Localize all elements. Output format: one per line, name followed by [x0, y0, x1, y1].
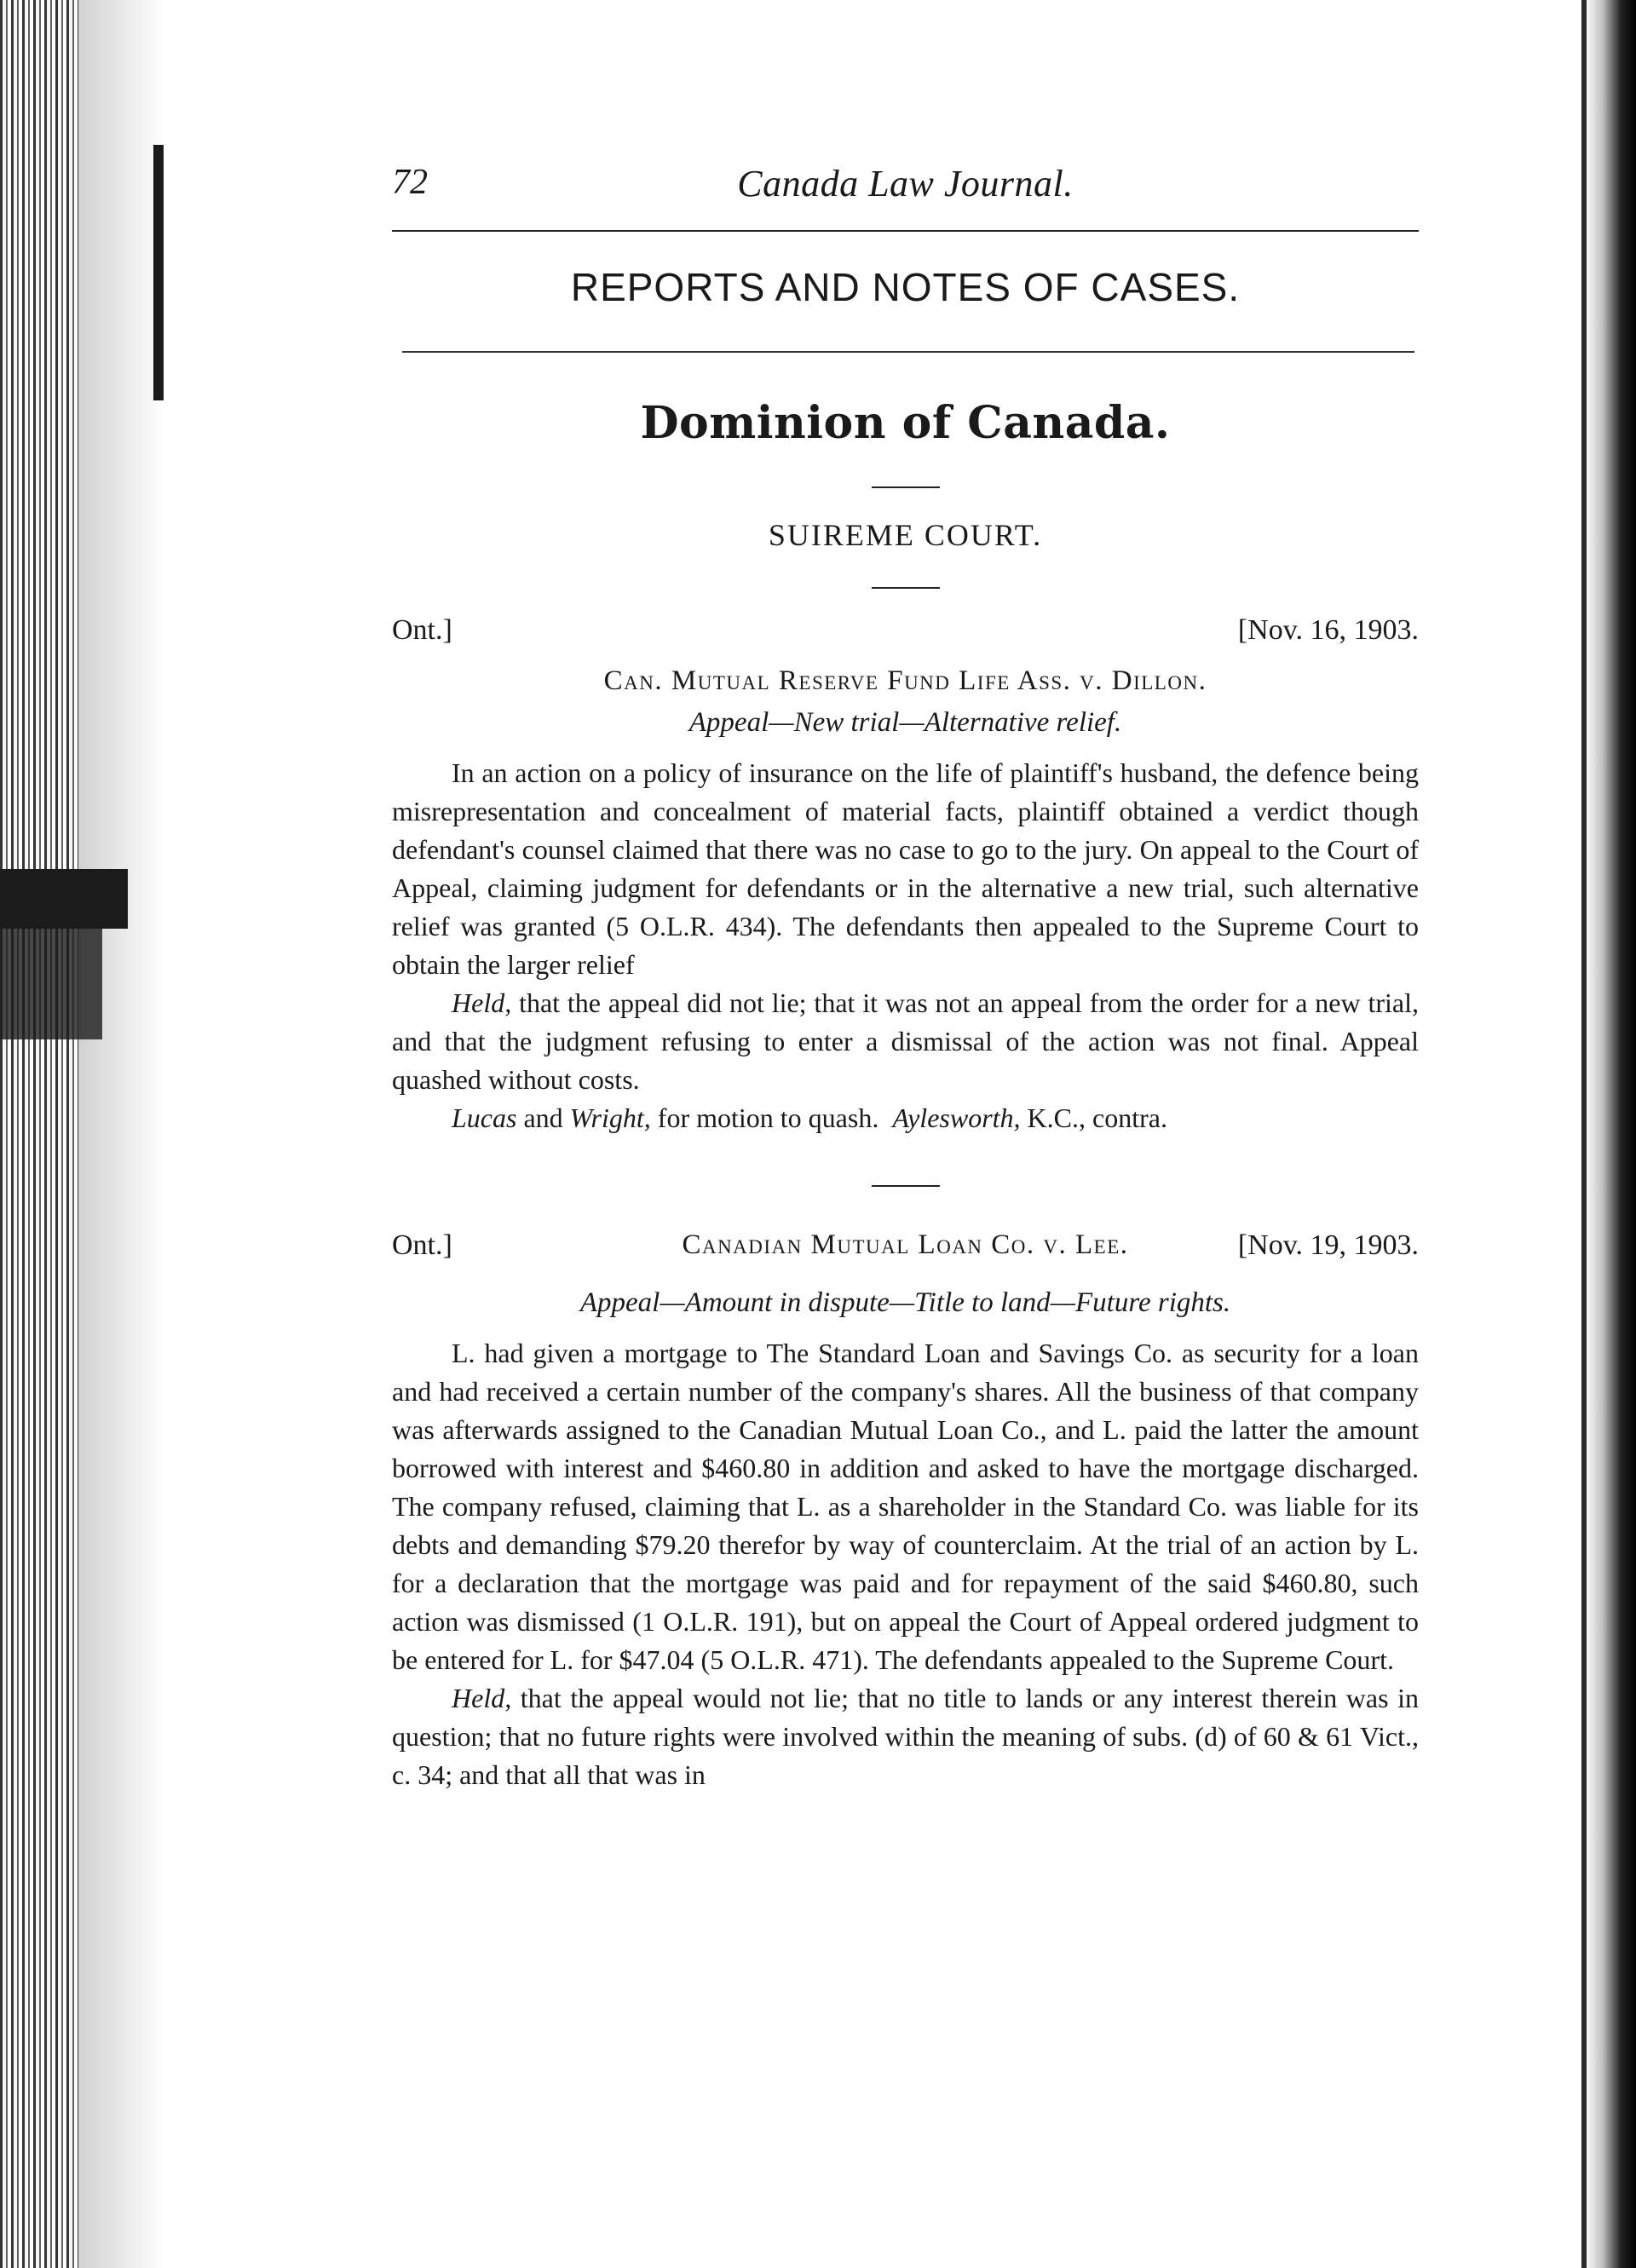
case-facts: L. had given a mortgage to The Standard Loan and Savings Co. as security for a loan and had received a certain number of the company's shares. All the business of that company was afterwards assigned to the Canadian Mutual Loan Co., and L. paid the latter the amount borrowed with interest and $460.80 in addition and asked to have the mortgage discharged. The company refused, claiming that L. as a shareholder in the Standard Co. was liable for its debts and demanding $79.20 therefor by way of counterclaim. At the trial of an action by L. for a declaration that the mortgage was paid and for repayment of the said $460.80, such action was dismissed (1 O.L.R. 191), but on appeal the Court of Appeal ordered judgment to be entered for L. for $47.04 (5 O.L.R. 471). The defendants appealed to the Supreme Court.	[392, 1338, 1419, 1675]
running-head	[392, 162, 1419, 230]
section-title: REPORTS AND NOTES OF CASES.	[570, 265, 1241, 309]
jurisdiction-heading: Dominion of Canada.	[640, 397, 1171, 449]
case-province: Ont.]	[392, 1229, 452, 1261]
case-header	[392, 614, 1419, 662]
held-label: Held,	[452, 1683, 512, 1713]
counsel-name: Wright,	[569, 1102, 651, 1133]
case-counsel	[392, 1099, 1419, 1137]
court-heading: SUIREME COURT.	[768, 518, 1043, 552]
section-rule	[402, 351, 1414, 353]
counsel-name: Aylesworth,	[892, 1102, 1021, 1133]
case-catchwords: Appeal—New trial—Alternative relief.	[688, 707, 1122, 738]
held-label: Held,	[452, 987, 512, 1018]
binding-blot	[0, 920, 102, 1039]
page-content	[392, 162, 1419, 1794]
case-name: Can. Mutual Reserve Fund Life Ass. v. Dillon.	[603, 665, 1207, 696]
journal-title: Canada Law Journal.	[737, 163, 1074, 204]
page-number: 72	[392, 163, 428, 202]
counsel-text: for motion to quash.	[657, 1102, 879, 1133]
divider	[872, 486, 940, 488]
page-edge-line	[1581, 0, 1587, 2268]
header-rule	[392, 230, 1419, 232]
case-date: [Nov. 19, 1903.	[1237, 1229, 1419, 1261]
counsel-and: and	[523, 1102, 563, 1133]
case-facts: In an action on a policy of insurance on the life of plaintiff's husband, the defence being misrepresentation and concealment of material facts, plaintiff obtained a verdict though defendant's counsel claimed that there was no case to go to the jury. On appeal to the Court of Appeal, claiming judgment for defendants or in the alternative a new trial, such alternative relief was granted (5 O.L.R. 434). The defendants then appealed to the Supreme Court to obtain the larger relief	[392, 757, 1419, 980]
binding-edge-left	[0, 0, 78, 2268]
case-header	[392, 1229, 1419, 1277]
binding-shadow	[78, 0, 164, 2268]
counsel-name: Lucas	[452, 1102, 517, 1133]
divider	[872, 587, 940, 589]
case-held	[392, 984, 1419, 1099]
case-separator	[872, 1185, 940, 1187]
page-edge-right	[1585, 0, 1636, 2268]
case-catchwords: Appeal—Amount in dispute—Title to land—Future rights.	[579, 1287, 1231, 1318]
held-text: that the appeal would not lie; that no title to lands or any interest therein was in question; that no future rights were involved within the meaning of subs. (d) of 60 & 61 Vict., c. 34; and that all that was in	[392, 1683, 1420, 1790]
case-date: [Nov. 16, 1903.	[1237, 614, 1419, 646]
held-text: that the appeal did not lie; that it was not an appeal from the order for a new trial, and that the judgment refusing to enter a dismissal of the action was not final. Appeal quashed without costs.	[392, 987, 1420, 1095]
counsel-text: K.C., contra.	[1027, 1102, 1167, 1133]
binding-stroke	[153, 145, 164, 400]
case-province: Ont.]	[392, 614, 452, 646]
case-name: Canadian Mutual Loan Co. v. Lee.	[682, 1229, 1129, 1260]
case-held	[392, 1679, 1419, 1794]
